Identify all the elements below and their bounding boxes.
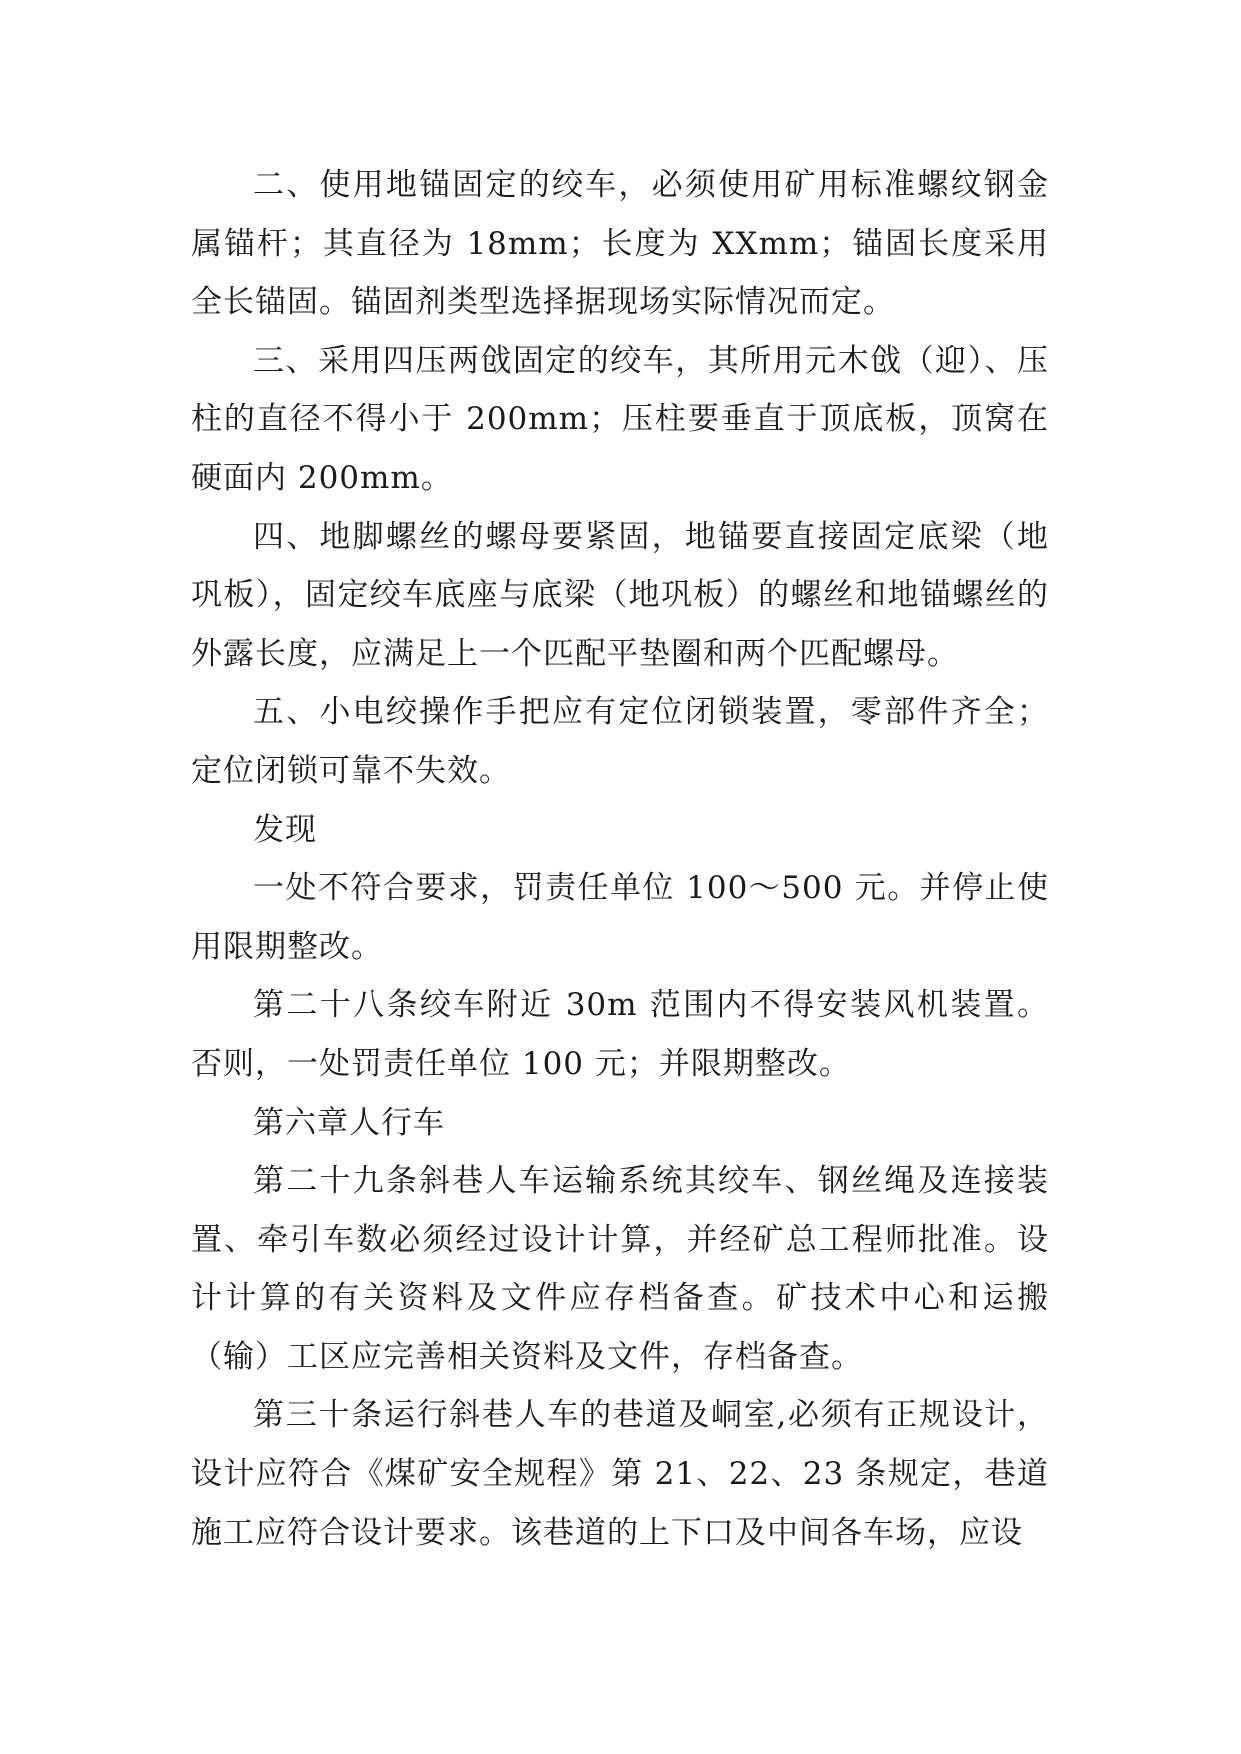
paragraph-penalty: 一处不符合要求，罚责任单位 100～500 元。并停止使用限期整改。 <box>191 870 1049 965</box>
paragraph-handle-lock: 五、小电绞操作手把应有定位闭锁装置，零部件齐全；定位闭锁可靠不失效。 <box>191 694 1049 789</box>
paragraph-article-30: 第三十条运行斜巷人车的巷道及峒室,必须有正规设计，设计应符合《煤矿安全规程》第 21、22、23 条规定，巷道施工应符合设计要求。该巷道的上下口及中间各车场，应设 <box>191 1397 1049 1551</box>
chapter-heading: 第六章人行车 <box>253 1104 445 1141</box>
paragraph-article-28: 第二十八条绞车附近 30m 范围内不得安装风机装置。否则，一处罚责任单位 100 元；并限期整改。 <box>191 987 1049 1082</box>
paragraph-found: 发现 <box>253 811 317 848</box>
paragraph-anchor-bolt: 二、使用地锚固定的绞车，必须使用矿用标准螺纹钢金属锚杆；其直径为 18mm；长度为 XXmm；锚固长度采用全长锚固。锚固剂类型选择据现场实际情况而定。 <box>191 167 1049 321</box>
paragraph-prop-fixing: 三、采用四压两戗固定的绞车，其所用元木戗（迎）、压柱的直径不得小于 200mm；压柱要垂直于顶底板，顶窝在硬面内 200mm。 <box>191 342 1049 496</box>
paragraph-foot-screw: 四、地脚螺丝的螺母要紧固，地锚要直接固定底梁（地巩板），固定绞车底座与底梁（地巩板）的螺丝和地锚螺丝的外露长度，应满足上一个匹配平垫圈和两个匹配螺母。 <box>191 518 1049 672</box>
document-body <box>191 156 1049 1562</box>
paragraph-article-29: 第二十九条斜巷人车运输系统其绞车、钢丝绳及连接装置、牵引车数必须经过设计计算，并经矿总工程师批准。设计计算的有关资料及文件应存档备查。矿技术中心和运搬（输）工区应完善相关资料及文件，存档备查。 <box>191 1163 1049 1375</box>
